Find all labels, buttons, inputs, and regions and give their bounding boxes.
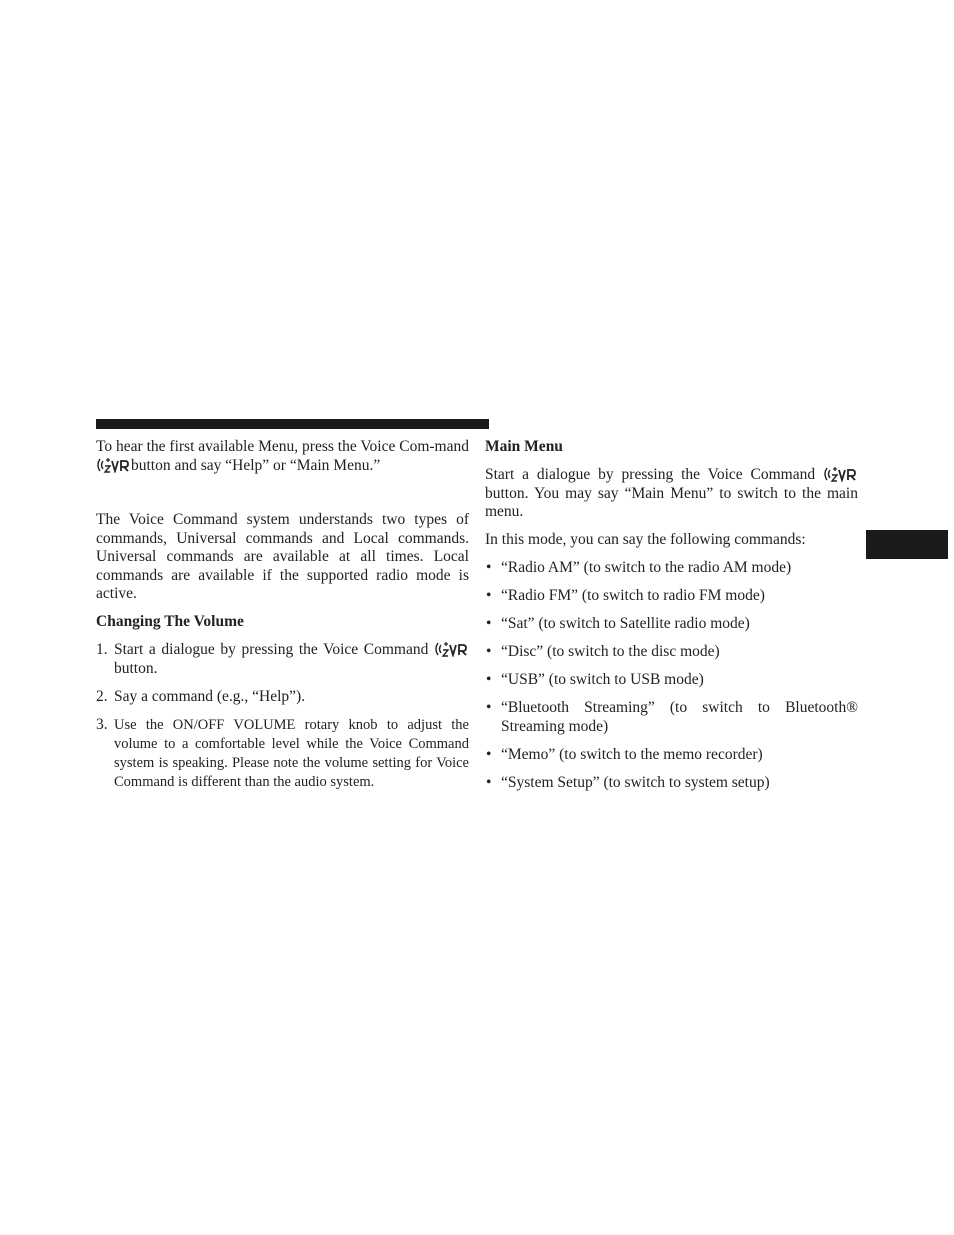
bullet: • — [486, 587, 492, 604]
mode-intro-paragraph: In this mode, you can say the following commands: — [485, 531, 806, 548]
list-item — [485, 774, 858, 793]
command-text: “Radio FM” (to switch to radio FM mode) — [501, 587, 765, 604]
list-item — [485, 559, 858, 578]
start-dialogue-paragraph — [485, 466, 858, 522]
command-text: “Sat” (to switch to Satellite radio mode) — [501, 615, 750, 632]
command-text: “USB” (to switch to USB mode) — [501, 671, 704, 688]
bullet: • — [486, 671, 492, 688]
bullet: • — [486, 615, 492, 632]
intro-text-pre: To hear the first available Menu, press the Voice Com-mand — [96, 438, 469, 455]
list-item — [485, 615, 858, 634]
changing-volume-heading: Changing The Volume — [96, 613, 244, 630]
command-text: “System Setup” (to switch to system setup) — [501, 773, 770, 791]
intro-text-post: button and say “Help” or “Main Menu.” — [131, 456, 381, 474]
volume-steps-list — [96, 641, 469, 792]
step-item — [96, 688, 469, 707]
bullet: • — [486, 773, 492, 791]
step-number: 3. — [96, 715, 108, 733]
step-text: Say a command (e.g., “Help”). — [114, 687, 306, 705]
command-text: “Bluetooth Streaming” (to switch to Bluetooth® Streaming mode) — [501, 699, 858, 735]
step-number: 2. — [96, 687, 108, 705]
command-text: “Memo” (to switch to the memo recorder) — [501, 745, 763, 763]
list-item — [485, 643, 858, 662]
section-rule — [96, 419, 489, 429]
step-number: 1. — [96, 641, 108, 658]
right-column — [485, 438, 858, 802]
bullet: • — [486, 559, 492, 576]
step-text-pre: Start a dialogue by pressing the Voice Command — [114, 641, 429, 658]
voice-command-icon — [823, 466, 857, 482]
intro-paragraph — [96, 438, 469, 475]
left-column — [96, 438, 469, 801]
step-item — [96, 716, 469, 792]
voice-command-icon — [96, 457, 130, 473]
bullet: • — [486, 643, 492, 660]
list-item — [485, 587, 858, 606]
list-item — [485, 699, 858, 736]
step-item — [96, 641, 469, 678]
command-text: “Radio AM” (to switch to the radio AM mode) — [501, 559, 792, 576]
commands-list — [485, 559, 858, 792]
chapter-tab — [866, 530, 948, 559]
main-menu-heading: Main Menu — [485, 438, 563, 455]
command-types-paragraph: The Voice Command system understands two types of commands, Universal commands and Local commands. Universal commands are available at all times. Local commands are available if the supported radio mode is active. — [96, 511, 469, 602]
list-item — [485, 746, 858, 765]
step-text: Use the ON/OFF VOLUME rotary knob to adjust the volume to a comfortable level while the Voice Command system is speaking. Please note the volume setting for Voice Command is different than the audio system. — [114, 716, 469, 790]
command-text: “Disc” (to switch to the disc mode) — [501, 643, 720, 660]
step-text-post: button. — [114, 659, 158, 677]
start-text-post: button. You may say “Main Menu” to switch to the main menu. — [485, 484, 858, 520]
start-text-pre: Start a dialogue by pressing the Voice Command — [485, 466, 816, 483]
list-item — [485, 671, 858, 690]
bullet: • — [486, 745, 492, 763]
bullet: • — [486, 699, 492, 716]
voice-command-icon — [434, 641, 468, 657]
